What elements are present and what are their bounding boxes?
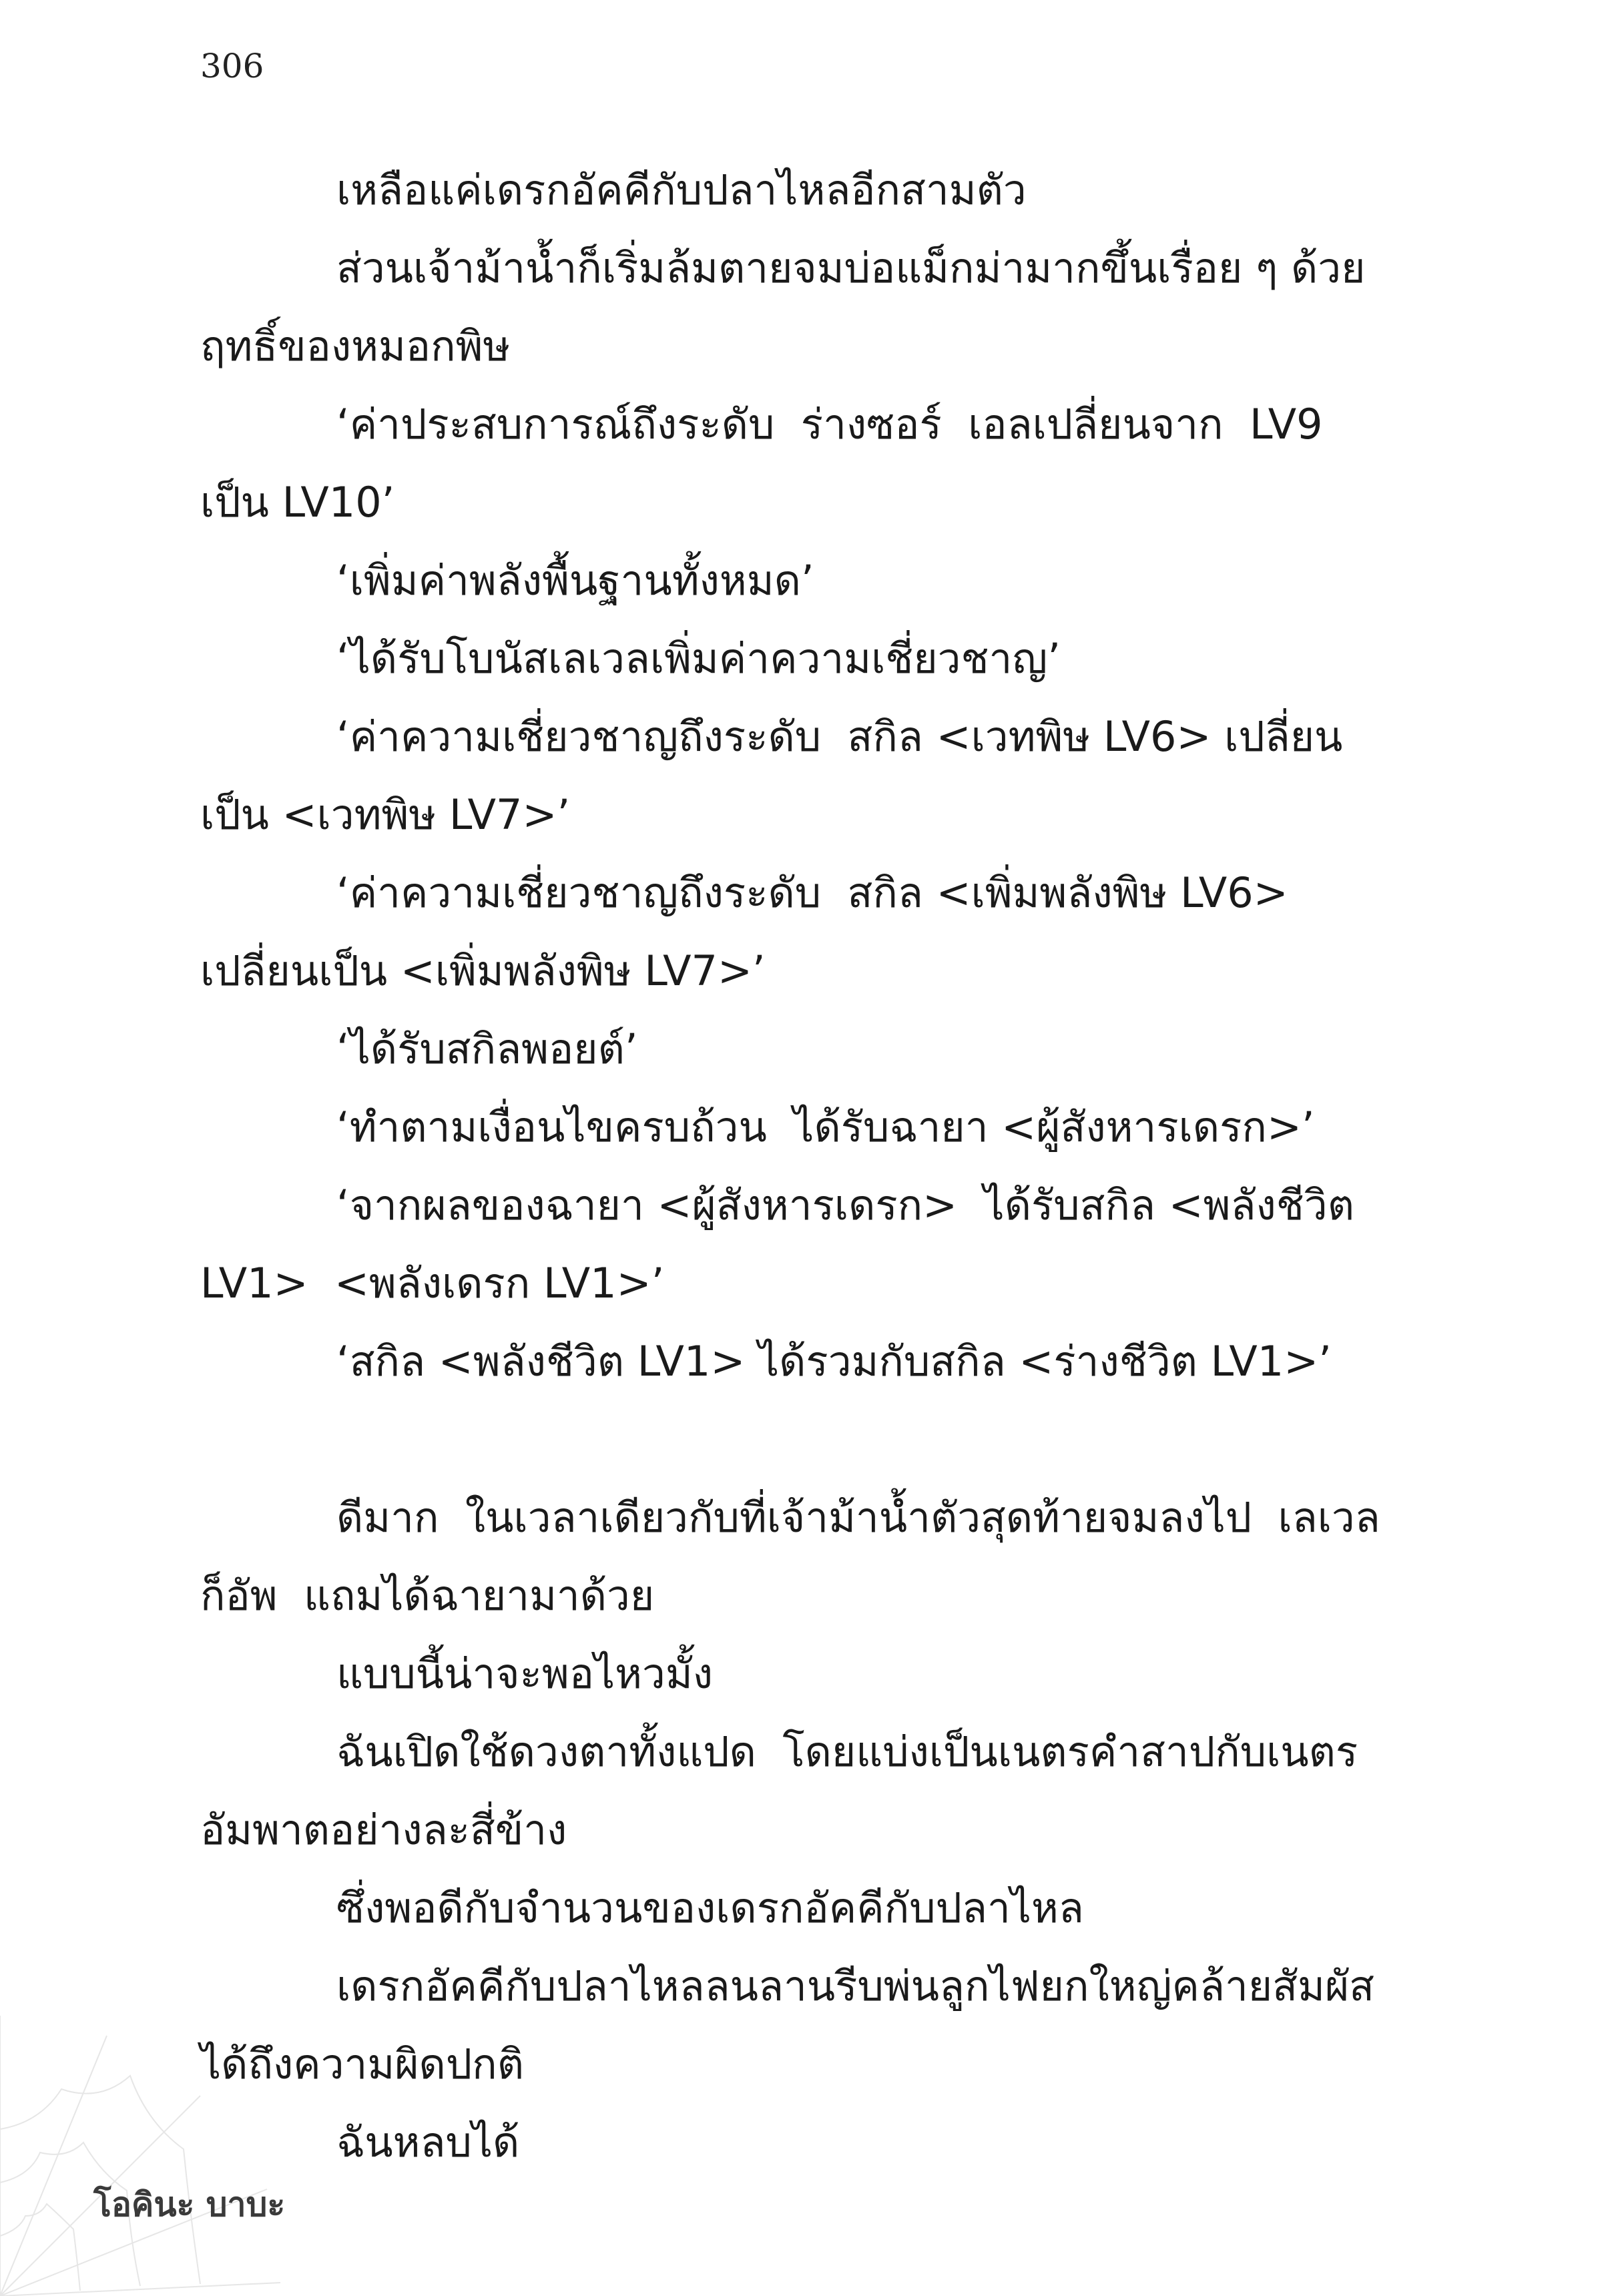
text-line: ‘จากผลของฉายา <ผู้สังหารเดรก> ได้รับสกิล <พลังชีวิต bbox=[336, 1181, 1354, 1229]
text-line: ‘ได้รับสกิลพอยต์’ bbox=[336, 1025, 638, 1073]
text-line: เป็น LV10’ bbox=[200, 478, 395, 527]
text-line: เป็น <เวทพิษ LV7>’ bbox=[200, 790, 571, 839]
text-line: ‘สกิล <พลังชีวิต LV1> ได้รวมกับสกิล <ร่างชีวิต LV1>’ bbox=[336, 1337, 1332, 1386]
text-line: LV1> <พลังเดรก LV1>’ bbox=[200, 1259, 665, 1308]
text-line: ฉันหลบได้ bbox=[336, 2118, 520, 2167]
body-text bbox=[200, 151, 1402, 2181]
text-line: ‘ค่าความเชี่ยวชาญถึงระดับ สกิล <เพิ่มพลังพิษ LV6> bbox=[336, 868, 1288, 917]
text-line: ก็อัพ แถมได้ฉายามาด้วย bbox=[200, 1571, 655, 1620]
text-line: อัมพาตอย่างละสี่ข้าง bbox=[200, 1805, 567, 1854]
text-line: ‘ได้รับโบนัสเลเวลเพิ่มค่าความเชี่ยวชาญ’ bbox=[336, 634, 1061, 683]
book-title-footer: โอคินะ บาบะ bbox=[93, 2185, 286, 2224]
text-line: ซึ่งพอดีกับจำนวนของเดรกอัคคีกับปลาไหล bbox=[336, 1884, 1084, 1932]
text-line: ‘ทำตามเงื่อนไขครบถ้วน ได้รับฉายา <ผู้สังหารเดรก>’ bbox=[336, 1103, 1315, 1151]
page-number: 306 bbox=[200, 47, 264, 85]
text-line: แบบนี้น่าจะพอไหวมั้ง bbox=[336, 1649, 713, 1698]
text-line: ‘ค่าประสบการณ์ถึงระดับ ร่างซอร์ เอลเปลี่ยนจาก LV9 bbox=[336, 400, 1323, 449]
text-line: ส่วนเจ้าม้าน้ำก็เริ่มล้มตายจมบ่อแม็กม่ามากขึ้นเรื่อย ๆ ด้วย bbox=[336, 244, 1366, 292]
text-line: เปลี่ยนเป็น <เพิ่มพลังพิษ LV7>’ bbox=[200, 946, 766, 995]
spiderweb-decoration bbox=[0, 2016, 280, 2296]
text-line: ‘ค่าความเชี่ยวชาญถึงระดับ สกิล <เวทพิษ LV6> เปลี่ยน bbox=[336, 712, 1343, 761]
text-line: เหลือแค่เดรกอัคคีกับปลาไหลอีกสามตัว bbox=[336, 166, 1027, 214]
text-line: ‘เพิ่มค่าพลังพื้นฐานทั้งหมด’ bbox=[336, 556, 814, 605]
text-line: เดรกอัคคีกับปลาไหลลนลานรีบพ่นลูกไฟยกใหญ่คล้ายสัมผัส bbox=[336, 1962, 1374, 2010]
text-line: ฤทธิ์ของหมอกพิษ bbox=[200, 322, 511, 370]
text-line: ได้ถึงความผิดปกติ bbox=[200, 2040, 524, 2088]
text-line: ดีมาก ในเวลาเดียวกับที่เจ้าม้าน้ำตัวสุดท้ายจมลงไป เลเวล bbox=[336, 1493, 1380, 1542]
text-line: ฉันเปิดใช้ดวงตาทั้งแปด โดยแบ่งเป็นเนตรคำสาปกับเนตร bbox=[336, 1727, 1358, 1776]
paragraph-break bbox=[200, 1400, 1402, 1478]
